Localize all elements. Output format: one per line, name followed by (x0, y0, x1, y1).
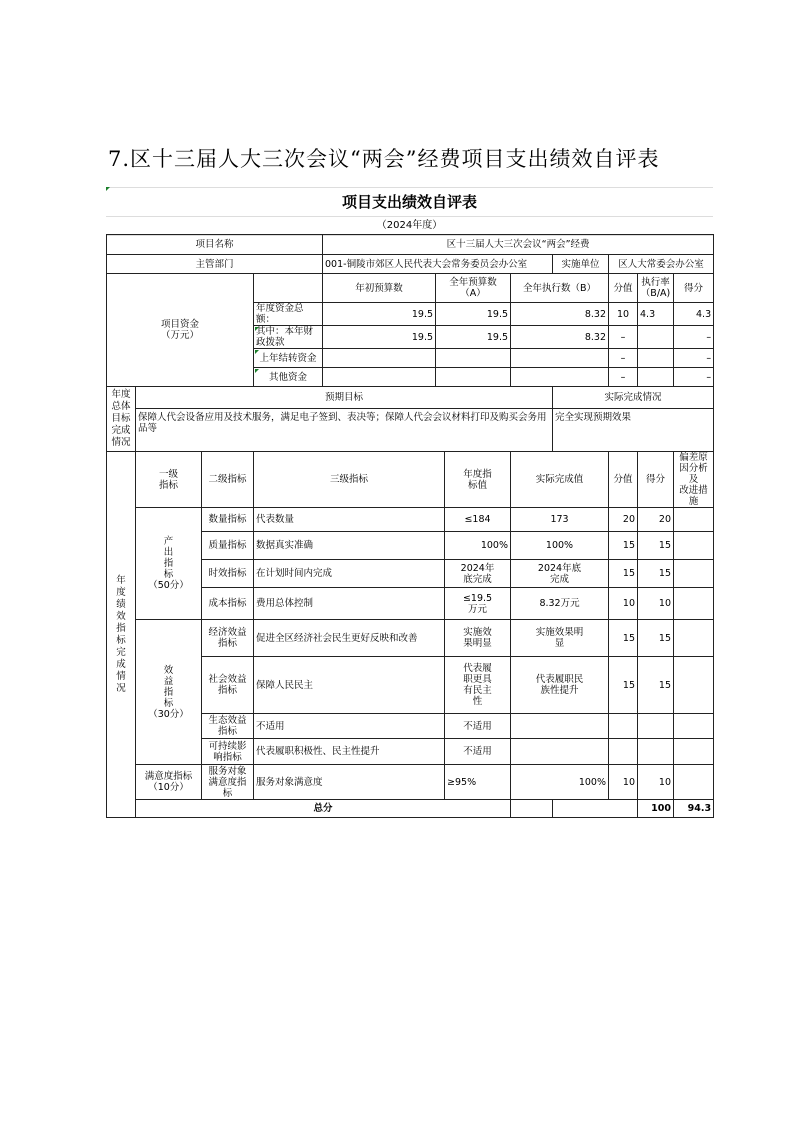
ind-value: 15 (609, 560, 638, 588)
ind-value: 15 (609, 657, 638, 714)
score-value-label: 分值 (609, 274, 638, 303)
ind-actual: 8.32万元 (511, 588, 609, 620)
exec-rate-label-text: 执行率 （B/A) (640, 277, 671, 299)
ind-score: 15 (638, 560, 674, 588)
ind-target: 不适用 (445, 714, 511, 739)
ind-actual: 2024年底 完成 (511, 560, 609, 588)
ind-lvl2: 生态效益 指标 (202, 714, 254, 739)
actual-value: 完全实现预期效果 (553, 409, 714, 452)
ind-score: 15 (638, 657, 674, 714)
ind-actual (511, 739, 609, 765)
sheet-year: （2024年度） (106, 216, 713, 236)
last-year-score-value: – (609, 349, 638, 368)
table-row (107, 620, 714, 657)
evaluation-sheet (106, 187, 713, 814)
ind-lvl3: 不适用 (254, 714, 445, 739)
ind-lvl3: 代表履职积极性、民主性提升 (254, 739, 445, 765)
ind-lvl2: 时效指标 (202, 560, 254, 588)
benefit-char: （30分） (148, 708, 189, 720)
sheet-title: 项目支出绩效自评表 (106, 187, 713, 216)
ind-target: 2024年 底完成 (445, 560, 511, 588)
other-executed (511, 368, 609, 387)
row-dept (107, 255, 714, 274)
total-initial: 19.5 (323, 303, 436, 326)
benefit-char: 益 (163, 675, 174, 687)
ind-lvl2: 数量指标 (202, 508, 254, 532)
benefit-label (136, 620, 202, 765)
executed-label: 全年执行数（B） (511, 274, 609, 303)
ind-value: 10 (609, 588, 638, 620)
fiscal-annual: 19.5 (436, 326, 511, 349)
ind-lvl2: 经济效益 指标 (202, 620, 254, 657)
total-executed: 8.32 (511, 303, 609, 326)
ind-lvl3: 保障人民民主 (254, 657, 445, 714)
ind-actual: 实施效果明 显 (511, 620, 609, 657)
ind-value: 15 (609, 620, 638, 657)
ind-value (609, 714, 638, 739)
exec-rate-label (638, 274, 674, 303)
lvl2-label: 二级指标 (202, 452, 254, 508)
ind-target: ≤19.5 万元 (445, 588, 511, 620)
ind-lvl3: 服务对象满意度 (254, 765, 445, 800)
fiscal-rate (638, 326, 674, 349)
table-row (107, 765, 714, 800)
other-initial (323, 368, 436, 387)
ind-score: 15 (638, 620, 674, 657)
ind-value: 20 (609, 508, 638, 532)
overall-label (107, 387, 136, 452)
other-score: – (674, 368, 714, 387)
initial-budget-label: 年初预算数 (323, 274, 436, 303)
ind-note (674, 657, 714, 714)
dept-value: 001-铜陵市郊区人民代表大会常务委员会办公室 (323, 255, 553, 274)
actual-label: 实际完成情况 (553, 387, 714, 409)
ind-target: ≥95% (445, 765, 511, 800)
total-score-value: 10 (609, 303, 638, 326)
ind-lvl2: 社会效益 指标 (202, 657, 254, 714)
ind-value: 15 (609, 532, 638, 560)
project-name-label: 项目名称 (107, 235, 323, 255)
last-year-executed (511, 349, 609, 368)
annual-budget-label-text: 全年预算数 （A） (449, 277, 497, 299)
ind-score: 15 (638, 532, 674, 560)
ind-target: 100% (445, 532, 511, 560)
other-score-value: – (609, 368, 638, 387)
row-project-name (107, 235, 714, 255)
lvl1-label-text: 一级 指标 (158, 468, 178, 491)
output-char: 指 (163, 558, 174, 569)
total-rate: 4.3 (638, 303, 674, 326)
ind-value: 10 (609, 765, 638, 800)
ind-score: 10 (638, 588, 674, 620)
output-char: 产 (163, 536, 174, 547)
other-rate (638, 368, 674, 387)
output-label (136, 508, 202, 620)
last-year-score: – (674, 349, 714, 368)
ind-actual: 100% (511, 765, 609, 800)
ind-note (674, 714, 714, 739)
row-funds-header (107, 274, 714, 303)
annual-value-label (445, 452, 511, 508)
ind-target: 不适用 (445, 739, 511, 765)
indicators-label-text: 年度绩效指标完成情况 (116, 574, 126, 694)
row-indicator-header (107, 452, 714, 508)
total-score-final: 94.3 (674, 800, 714, 818)
ind-actual: 100% (511, 532, 609, 560)
ind-target: 代表履 职更具 有民主 性 (445, 657, 511, 714)
ind-lvl3: 代表数量 (254, 508, 445, 532)
row-goal-header (107, 387, 714, 409)
last-year-rate (638, 349, 674, 368)
expected-label: 预期目标 (136, 387, 553, 409)
evaluation-table (106, 234, 714, 818)
fiscal-score: – (674, 326, 714, 349)
overall-label-text: 年度总体目标完成情况 (111, 389, 131, 448)
ind-lvl3: 费用总体控制 (254, 588, 445, 620)
benefit-char: 指 (163, 686, 174, 698)
table-row (107, 508, 714, 532)
funds-header-blank (254, 274, 323, 303)
fiscal-initial: 19.5 (323, 326, 436, 349)
output-char: 标 (163, 569, 174, 580)
impl-unit-label: 实施单位 (553, 255, 609, 274)
ind-target: 实施效 果明显 (445, 620, 511, 657)
ind-lvl2: 成本指标 (202, 588, 254, 620)
total-label: 总分 (136, 800, 511, 818)
row-total (107, 800, 714, 818)
benefit-char: 效 (163, 664, 174, 676)
other-annual (436, 368, 511, 387)
page-heading: 7.区十三届人大三次会议“两会”经费项目支出绩效自评表 (108, 147, 660, 171)
cell-marker-icon (106, 187, 110, 191)
row-goal-content (107, 409, 714, 452)
deviation-label (674, 452, 714, 508)
project-name-value: 区十三届人大三次会议“两会”经费 (323, 235, 714, 255)
ind-lvl3: 在计划时间内完成 (254, 560, 445, 588)
ind-actual: 代表履职民 族性提升 (511, 657, 609, 714)
score-label: 得分 (674, 274, 714, 303)
satisfaction-label: 满意度指标 （10分） (136, 765, 202, 800)
funds-label-text: 项目资金 （万元） (160, 319, 199, 341)
ind-lvl2: 可持续影 响指标 (202, 739, 254, 765)
ind-score: 10 (638, 765, 674, 800)
dept-label: 主管部门 (107, 255, 323, 274)
ind-note (674, 739, 714, 765)
indicators-label (107, 452, 136, 818)
total-funds-label: 年度资金总额： (254, 303, 323, 326)
ind-value (609, 739, 638, 765)
ind-note (674, 620, 714, 657)
ind-lvl2: 质量指标 (202, 532, 254, 560)
last-year-initial (323, 349, 436, 368)
output-char: （50分） (148, 580, 189, 591)
output-char: 出 (163, 547, 174, 558)
annual-value-label-text: 年度指 标值 (463, 468, 492, 491)
ind-score: 20 (638, 508, 674, 532)
other-label: 其他资金 (254, 368, 323, 387)
funds-label (107, 274, 254, 387)
lvl3-label: 三级指标 (254, 452, 445, 508)
ind-note (674, 532, 714, 560)
deviation-label-text: 偏差原因分析及 改进措施 (679, 452, 708, 507)
ind-note (674, 508, 714, 532)
total-annual: 19.5 (436, 303, 511, 326)
expected-value: 保障人代会设备应用及技术服务，满足电子签到、表决等；保障人代会会议材料打印及购买会务用品等 (136, 409, 553, 452)
ind-note (674, 765, 714, 800)
fiscal-label: 其中：本年财政拨款 (254, 326, 323, 349)
fiscal-score-value: – (609, 326, 638, 349)
last-year-annual (436, 349, 511, 368)
impl-unit-value: 区人大常委会办公室 (609, 255, 714, 274)
ind-lvl3: 数据真实准确 (254, 532, 445, 560)
total-value: 100 (638, 800, 674, 818)
annual-budget-label (436, 274, 511, 303)
ind-score-label: 得分 (638, 452, 674, 508)
total-blank-1 (511, 800, 553, 818)
total-blank-2 (553, 800, 638, 818)
fiscal-executed: 8.32 (511, 326, 609, 349)
ind-score (638, 714, 674, 739)
ind-score (638, 739, 674, 765)
ind-note (674, 588, 714, 620)
total-score: 4.3 (674, 303, 714, 326)
ind-actual: 173 (511, 508, 609, 532)
last-year-label: 上年结转资金 (254, 349, 323, 368)
benefit-char: 标 (163, 697, 174, 709)
ind-actual (511, 714, 609, 739)
ind-score-value-label: 分值 (609, 452, 638, 508)
lvl1-label (136, 452, 202, 508)
ind-note (674, 560, 714, 588)
ind-target: ≤184 (445, 508, 511, 532)
ind-lvl3: 促进全区经济社会民生更好反映和改善 (254, 620, 445, 657)
actual-value-label: 实际完成值 (511, 452, 609, 508)
ind-lvl2: 服务对象 满意度指 标 (202, 765, 254, 800)
